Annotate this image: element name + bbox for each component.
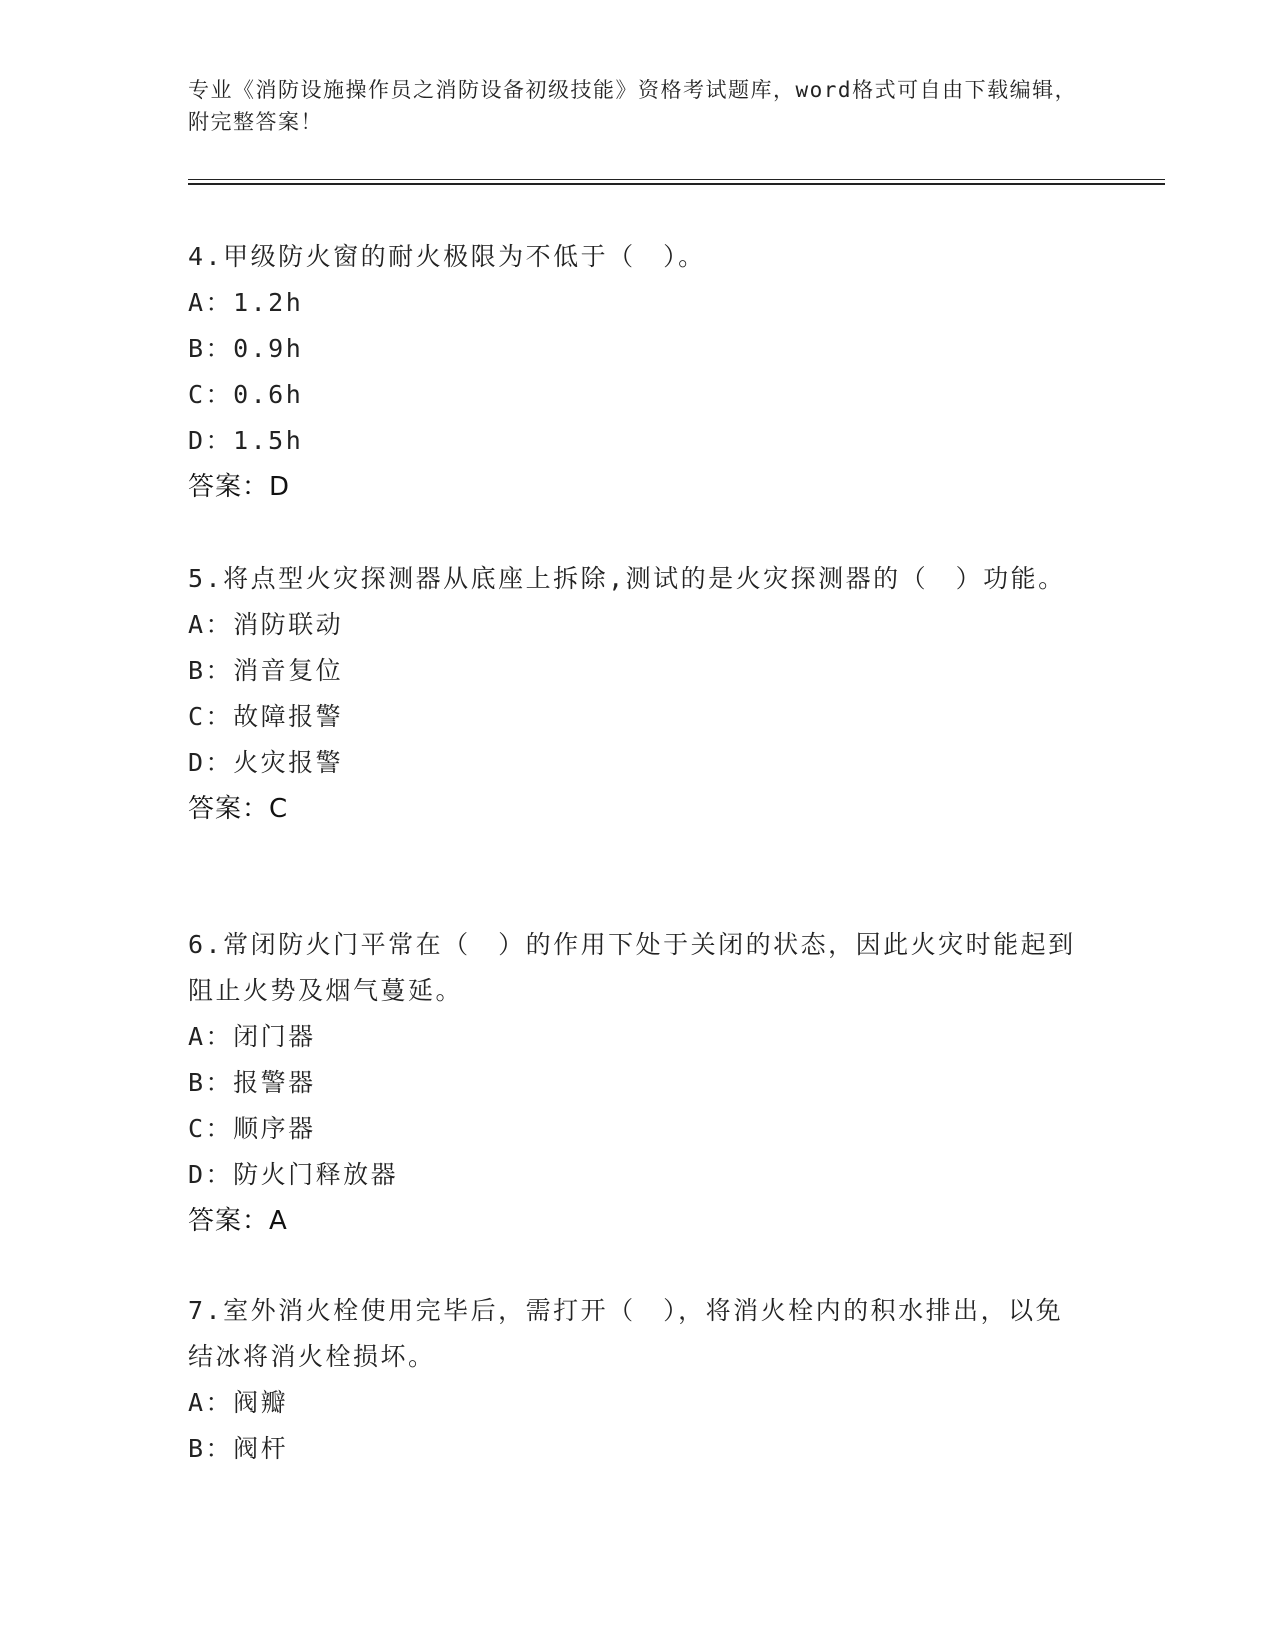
option-text: 阀瓣 [233,1388,289,1417]
option-c [188,694,1088,740]
option-a [188,1380,1088,1426]
answer: 答案：C [188,794,289,824]
option-text: 0.6h [233,380,304,409]
question-4 [188,234,1088,510]
question-stem: 5.将点型火灾探测器从底座上拆除,测试的是火灾探测器的（ ）功能。 [188,564,1066,593]
option-a [188,602,1088,648]
option-key: C： [188,702,234,731]
question-7 [188,1288,1088,1472]
option-text: 顺序器 [233,1114,316,1143]
option-key: C： [188,1114,234,1143]
option-text: 消音复位 [233,656,344,685]
question-5 [188,556,1088,832]
option-text: 防火门释放器 [233,1160,399,1189]
option-b [188,648,1088,694]
option-key: D： [188,748,234,777]
option-key: A： [188,1388,234,1417]
option-key: A： [188,1022,234,1051]
option-d [188,740,1088,786]
option-text: 0.9h [233,334,304,363]
option-key: D： [188,1160,234,1189]
answer: 答案：D [188,472,291,502]
option-a [188,280,1088,326]
option-d [188,1152,1088,1198]
option-text: 火灾报警 [233,748,344,777]
option-key: A： [188,288,234,317]
option-b [188,1426,1088,1472]
question-stem: 7.室外消火栓使用完毕后，需打开（ ），将消火栓内的积水排出，以免结冰将消火栓损坏。 [188,1296,1064,1371]
option-key: B： [188,656,234,685]
option-key: B： [188,1068,234,1097]
header-text: 专业《消防设施操作员之消防设备初级技能》资格考试题库，word格式可自由下载编辑，附完整答案！ [188,78,1078,134]
option-key: B： [188,1434,234,1463]
option-key: D： [188,426,234,455]
option-d [188,418,1088,464]
question-stem: 6.常闭防火门平常在（ ）的作用下处于关闭的状态，因此火灾时能起到阻止火势及烟气蔓延。 [188,930,1076,1005]
option-a [188,1014,1088,1060]
option-c [188,1106,1088,1152]
option-b [188,326,1088,372]
option-text: 消防联动 [233,610,344,639]
header-divider-thick [188,183,1165,185]
option-key: C： [188,380,234,409]
option-text: 故障报警 [233,702,344,731]
option-text: 闭门器 [233,1022,316,1051]
option-b [188,1060,1088,1106]
option-text: 1.5h [233,426,304,455]
answer: 答案：A [188,1206,288,1236]
option-key: A： [188,610,234,639]
option-text: 阀杆 [233,1434,289,1463]
question-stem: 4.甲级防火窗的耐火极限为不低于（ ）。 [188,242,706,271]
option-key: B： [188,334,234,363]
option-text: 报警器 [233,1068,316,1097]
option-text: 1.2h [233,288,304,317]
option-c [188,372,1088,418]
header-divider-thin [188,179,1165,180]
question-6 [188,922,1088,1244]
